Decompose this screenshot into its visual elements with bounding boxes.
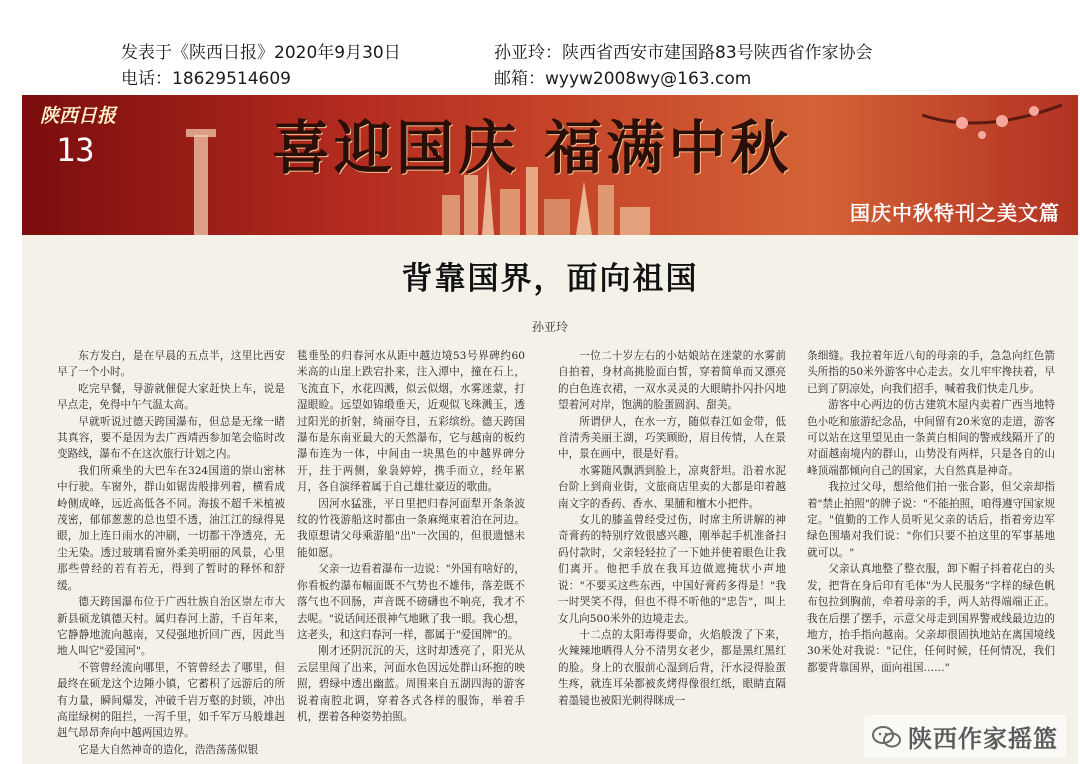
paragraph: 条细缝。我拉着年近八旬的母亲的手，急急向红色箭头所指的50米外游客中心走去。女儿牢牢搀扶着，早已到了阴凉处，向我们招手，喊着我们快走几步。 bbox=[807, 350, 1055, 395]
paragraph: 女儿的膝盖曾经受过伤，时席主所讲解的神奇膏药的特别疗效很感兴趣，刚举起手机准备扫码付款时，父亲轻轻拉了一下她并使着眼色让我们离开。他把手放在我耳边做遮掩状小声地说："不要买这些东西，中国好膏药多得是！"我一时哭笑不得，但也不得不听他的"忠告"，叫上女儿向500米外的边境走去。 bbox=[558, 514, 786, 625]
festival-banner bbox=[22, 95, 1078, 235]
wechat-icon bbox=[872, 725, 902, 749]
paragraph: 不管曾经流向哪里，不管曾经去了哪里，但最终在硕龙这个边陲小镇，它蓄积了远游后的所有力量，瞬间爆发，冲破千岩万壑的封锁，冲出高崖绿树的阻拦，一泻千里，如千军万马般雄赳赳气昂昂奔向中越两国边界。 bbox=[57, 661, 285, 740]
article-column-2 bbox=[297, 348, 525, 762]
paragraph: 毯垂坠的归春河水从距中越边境53号界碑约60米高的山崖上跌宕扑来，注入潭中，撞在石上，飞流直下，水花四溅，似云似烟，水雾迷蒙，打湿眼睑。远望如锦缎垂天，近观似飞珠溅玉，透过阳光的折射，绮丽夺目，五彩缤纷。德天跨国瀑布是东南亚最大的天然瀑布，它与越南的板约瀑布连为一体，中间由一块黑色的中越界碑分开，拄于两侧，象袅婷婷，携手而立，经年累月，各自演绎着属于自己雄壮豪迈的歌曲。 bbox=[297, 350, 525, 494]
wechat-watermark bbox=[864, 715, 1066, 758]
paragraph: 吃完早餐，导游就催促大家赶快上车，说是早点走，免得中午气温太高。 bbox=[57, 382, 285, 412]
decoration-column-icon bbox=[172, 125, 232, 235]
plum-blossom-icon bbox=[922, 95, 1062, 195]
article-column-3 bbox=[558, 348, 786, 762]
paragraph: 我拉过父母，想给他们拍一张合影，但父亲却指着"禁止拍照"的牌子说："不能拍照，咱得遵守国家规定。"值勤的工作人员听见父亲的话后，指着旁边军绿色围墙对我们说："你们只要不拍这里的军事基地就可以。" bbox=[807, 481, 1055, 559]
paragraph: 一位二十岁左右的小姑娘站在迷蒙的水雾前自拍着，身材高挑脸面白皙，穿着简单而又漂亮的白色连衣裙，一双水灵灵的大眼睛扑闪扑闪地望着河对岸，饱满的脸蛋圆润、甜美。 bbox=[558, 350, 786, 412]
banner-subtitle: 国庆中秋特刊之美文篇 bbox=[850, 201, 1060, 225]
paragraph: 我们所乘坐的大巴车在324国道的崇山密林中行驶。车窗外，群山如锯齿般排列着，横看成岭侧成峰，远近高低各不同。海拔不超千米植被茂密，郁郁葱葱的总也望不透，油江江的绿得晃眼，加上连日雨水的冲刷，一切都干净透亮，无尘无染。透过玻璃看窗外柔美明丽的风景，心里那些曾经的若有若无，得到了暂时的释怀和舒缓。 bbox=[57, 464, 285, 592]
paragraph: 德天跨国瀑布位于广西壮族自治区崇左市大新县硕龙镇德天村。属归春河上游，千百年来，它静静地流向越南，又侵强地折回广西，因此当地人叫它"爱国河"。 bbox=[57, 596, 285, 658]
publication-info: 发表于《陕西日报》2020年9月30日 bbox=[121, 43, 401, 63]
page-number: 13 bbox=[56, 131, 95, 169]
author-address: 孙亚玲：陕西省西安市建国路83号陕西省作家协会 bbox=[494, 43, 873, 63]
masthead-logo: 陕西日报 bbox=[40, 105, 117, 127]
paragraph: 刚才还阴沉沉的天，这时却透亮了，阳光从云层里闯了出来，河面水色因远处群山环抱的映照，碧绿中透出幽蓝。周围来自五湖四海的游客说着南腔北调，穿着各式各样的服饰，举着手机，摆着各种姿势拍照。 bbox=[297, 645, 525, 723]
email-address: 邮箱：wyyw2008wy@163.com bbox=[494, 69, 752, 89]
phone-number: 电话：18629514609 bbox=[121, 69, 291, 89]
paragraph: 它是大自然神奇的造化，浩浩荡荡似银 bbox=[78, 743, 259, 756]
article-headline: 背靠国界，面向祖国 bbox=[401, 261, 699, 297]
paragraph: 早就听说过德天跨国瀑布，但总是无缘一睹其真容，要不是因为去广西靖西参加笔会临时改变路线，瀑布不在这次旅行计划之内。 bbox=[57, 415, 285, 461]
paragraph: 游客中心两边的仿古建筑木屋内卖着广西当地特色小吃和旅游纪念品，中间留有20米宽的走道，游客可以站在这里望见由一条黄白相间的警戒线隔开了的对面越南境内的群山，山势没有两样，只是各自的山峰顶端都倾向自己的国家，大自然真是神奇。 bbox=[807, 399, 1055, 477]
paragraph: 所谓伊人，在水一方，随似春江如金带，低首清秀美丽王湖，巧笑顾盼，眉目传情，人在景中，景在画中，很是好看。 bbox=[558, 415, 786, 461]
paragraph: 东方发白，是在早晨的五点半，这里比西安早了一个小时。 bbox=[57, 350, 285, 379]
paragraph: 十二点的太阳毒得要命，火焰般泼了下来，火辣辣地晒得人分不清男女老少，都是黑红黑红的脸。身上的衣服前心湿到后背，汗水浸得脸蛋生疼，就连耳朵都被炙烤得像很红纸，眼睛直隔着墨镜也被阳光刺得眯成一 bbox=[558, 628, 786, 707]
paragraph: 父亲认真地整了整衣服，卸下帽子抖着花白的头发，把背在身后印有毛体"为人民服务"字样的绿色帆布包拉到胸前，牵着母亲的手，两人站得端端正正。我在后摆了摆手，示意父母走到国界警戒线最边边的地方，抬手指向越南。父亲却很固执地站在离国境线30米处对我说："记住，任何时候，任何情况，我们都要背靠国界，面向祖国……" bbox=[807, 563, 1055, 674]
paragraph: 因河水猛涨，平日里把归春河面犁开条条波纹的竹筏游船这时都由一条麻绳束着泊在河边。我原想请父母乘游船"出"一次国的，但很遗憾未能如愿。 bbox=[297, 497, 525, 559]
newspaper-page bbox=[22, 95, 1078, 764]
article-byline: 孙亚玲 bbox=[531, 320, 568, 334]
paragraph: 水雾随风飘洒到脸上，凉爽舒坦。沿着水泥台阶上到商业街，文旅商店里卖的大都是印着越南文字的香药、香水、果脯和檀木小把件。 bbox=[558, 464, 786, 510]
paragraph: 父亲一边看着瀑布一边说："外国有啥好的，你看板约瀑布幅面既不气势也不雄伟，落差既不落气也不回肠，声音既不磅礴也不响亮，我才不去呢。"说话间还很神气地瞅了我一眼。我心想，这老头，和这归春河一样，都属于"爱国牌"的。 bbox=[297, 563, 525, 641]
article-column-1 bbox=[57, 348, 285, 762]
article-column-4 bbox=[807, 348, 1055, 762]
watermark-text: 陕西作家摇篮 bbox=[908, 725, 1058, 753]
banner-title: 喜迎国庆 福满中秋 bbox=[272, 114, 793, 182]
